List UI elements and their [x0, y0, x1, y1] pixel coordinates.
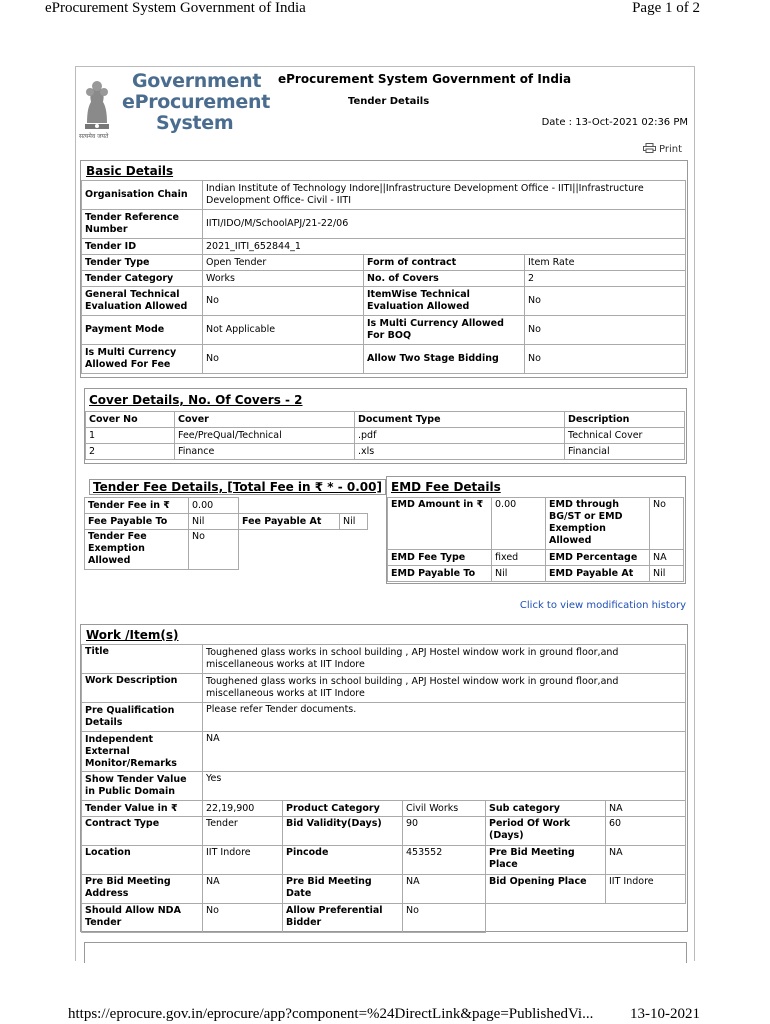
page-header-title: eProcurement System Government of India [45, 0, 306, 16]
two-stage-value: No [525, 345, 686, 374]
sub-category-label: Sub category [486, 801, 606, 817]
emd-payat-label: EMD Payable At [546, 566, 650, 582]
table-row [86, 444, 685, 460]
fee-exempt-value: No [189, 530, 239, 570]
tender-value-value: 22,19,900 [203, 801, 283, 817]
org-value: Indian Institute of Technology Indore||Infrastructure Development Office - IITI||Infrastructure Development Office- Civil - IITI [203, 181, 686, 210]
cover-header-doctype: Document Type [355, 412, 565, 428]
ref-value: IITI/IDO/M/SchoolAPJ/21-22/06 [203, 210, 686, 239]
mc-boq-label: Is Multi Currency Allowed For BOQ [364, 316, 525, 345]
emd-amount-value: 0.00 [492, 498, 546, 550]
work-desc-label: Work Description [82, 674, 203, 703]
page-header [0, 0, 770, 20]
emd-amount-label: EMD Amount in ₹ [388, 498, 492, 550]
fee-exempt-label: Tender Fee Exemption Allowed [85, 530, 189, 570]
cover-header-no: Cover No [86, 412, 175, 428]
tender-id-label: Tender ID [82, 239, 203, 255]
cover-name: Fee/PreQual/Technical [175, 428, 355, 444]
prebid-address-label: Pre Bid Meeting Address [82, 875, 203, 904]
form-value: Item Rate [525, 255, 686, 271]
payment-label: Payment Mode [82, 316, 203, 345]
fee-payat-label: Fee Payable At [239, 514, 340, 530]
basic-details-title: Basic Details [86, 164, 174, 178]
cover-header-cover: Cover [175, 412, 355, 428]
emd-type-value: fixed [492, 550, 546, 566]
work-title-label: Title [82, 645, 203, 674]
fee-payat-value: Nil [340, 514, 368, 530]
gte-value: No [203, 287, 364, 316]
location-value: IIT Indore [203, 846, 283, 875]
monitor-label: Independent External Monitor/Remarks [82, 732, 203, 772]
logo-line-1: Government [132, 70, 262, 92]
ref-label: Tender Reference Number [82, 210, 203, 239]
location-label: Location [82, 846, 203, 875]
nda-label: Should Allow NDA Tender [82, 904, 203, 933]
tender-type-value: Open Tender [203, 255, 364, 271]
mc-fee-label: Is Multi Currency Allowed For Fee [82, 345, 203, 374]
logo-line-2: eProcurement [122, 91, 270, 113]
cover-details-table [85, 411, 685, 460]
gte-label: General Technical Evaluation Allowed [82, 287, 203, 316]
sub-category-value: NA [606, 801, 686, 817]
bid-validity-value: 90 [403, 817, 486, 846]
work-items-title: Work /Item(s) [86, 628, 179, 642]
product-category-label: Product Category [283, 801, 403, 817]
work-desc-value: Toughened glass works in school building , APJ Hostel window work in ground floor,and miscellaneous works at IIT Indore [203, 674, 686, 703]
bid-validity-label: Bid Validity(Days) [283, 817, 403, 846]
table-row [86, 428, 685, 444]
emd-payat-value: Nil [650, 566, 684, 582]
report-date: Date : 13-Oct-2021 02:36 PM [541, 117, 688, 128]
emd-fee-table [387, 497, 684, 582]
preferential-label: Allow Preferential Bidder [283, 904, 403, 933]
show-value-value: Yes [203, 772, 686, 801]
mc-fee-value: No [203, 345, 364, 374]
form-label: Form of contract [364, 255, 525, 271]
org-label: Organisation Chain [82, 181, 203, 210]
fee-payto-label: Fee Payable To [85, 514, 189, 530]
cover-desc: Technical Cover [565, 428, 685, 444]
period-value: 60 [606, 817, 686, 846]
print-button[interactable] [643, 143, 682, 155]
nda-value: No [203, 904, 283, 933]
cover-doctype: .pdf [355, 428, 565, 444]
contract-type-label: Contract Type [82, 817, 203, 846]
emd-through-label: EMD through BG/ST or EMD Exemption Allowed [546, 498, 650, 550]
ite-value: No [525, 287, 686, 316]
pincode-label: Pincode [283, 846, 403, 875]
emd-through-value: No [650, 498, 684, 550]
pincode-value: 453552 [403, 846, 486, 875]
footer-date: 13-10-2021 [630, 1006, 700, 1022]
emd-pct-label: EMD Percentage [546, 550, 650, 566]
prebid-place-label: Pre Bid Meeting Place [486, 846, 606, 875]
prebid-place-value: NA [606, 846, 686, 875]
category-label: Tender Category [82, 271, 203, 287]
page-number: Page 1 of 2 [632, 0, 700, 16]
national-emblem-icon [77, 68, 117, 138]
contract-type-value: Tender [203, 817, 283, 846]
page-title: eProcurement System Government of India [278, 72, 572, 86]
covers-label: No. of Covers [364, 271, 525, 287]
tender-id-value: 2021_IITI_652844_1 [203, 239, 686, 255]
emd-pct-value: NA [650, 550, 684, 566]
tender-type-label: Tender Type [82, 255, 203, 271]
category-value: Works [203, 271, 364, 287]
gepnic-logo [77, 68, 277, 144]
emd-fee-title: EMD Fee Details [391, 480, 501, 494]
fee-label: Tender Fee in ₹ [85, 498, 189, 514]
logo-line-3: System [156, 112, 234, 134]
tender-fee-table [84, 497, 368, 570]
fee-value: 0.00 [189, 498, 239, 514]
prebid-date-label: Pre Bid Meeting Date [283, 875, 403, 904]
emd-payto-label: EMD Payable To [388, 566, 492, 582]
footer-url: https://eprocure.gov.in/eprocure/app?component=%24DirectLink&page=PublishedVi... [68, 1006, 594, 1022]
work-title-value: Toughened glass works in school building , APJ Hostel window work in ground floor,and miscellaneous works at IIT Indore [203, 645, 686, 674]
bid-opening-value: IIT Indore [606, 875, 686, 904]
ite-label: ItemWise Technical Evaluation Allowed [364, 287, 525, 316]
emd-type-label: EMD Fee Type [388, 550, 492, 566]
cover-header-desc: Description [565, 412, 685, 428]
cover-doctype: .xls [355, 444, 565, 460]
print-label: Print [658, 144, 682, 155]
payment-value: Not Applicable [203, 316, 364, 345]
logo-motto: सत्यमेव जयते [79, 133, 109, 140]
covers-value: 2 [525, 271, 686, 287]
bid-opening-label: Bid Opening Place [486, 875, 606, 904]
tender-fee-title: Tender Fee Details, [Total Fee in ₹ * - 0.00] [89, 479, 386, 495]
cover-no: 1 [86, 428, 175, 444]
cover-details-title: Cover Details, No. Of Covers - 2 [89, 393, 303, 407]
emd-payto-value: Nil [492, 566, 546, 582]
cover-name: Finance [175, 444, 355, 460]
preferential-value: No [403, 904, 486, 933]
two-stage-label: Allow Two Stage Bidding [364, 345, 525, 374]
preq-label: Pre Qualification Details [82, 703, 203, 732]
period-label: Period Of Work (Days) [486, 817, 606, 846]
cover-no: 2 [86, 444, 175, 460]
work-items-table [81, 644, 686, 933]
monitor-value: NA [203, 732, 686, 772]
show-value-label: Show Tender Value in Public Domain [82, 772, 203, 801]
prebid-address-value: NA [203, 875, 283, 904]
page-subtitle: Tender Details [348, 96, 430, 107]
mc-boq-value: No [525, 316, 686, 345]
cover-desc: Financial [565, 444, 685, 460]
preq-value: Please refer Tender documents. [203, 703, 686, 732]
prebid-date-value: NA [403, 875, 486, 904]
modification-history-link[interactable]: Click to view modification history [519, 600, 686, 611]
fee-payto-value: Nil [189, 514, 239, 530]
basic-details-table [81, 180, 686, 374]
printer-icon [643, 143, 656, 153]
product-category-value: Civil Works [403, 801, 486, 817]
tender-value-label: Tender Value in ₹ [82, 801, 203, 817]
next-section-box [84, 942, 687, 963]
